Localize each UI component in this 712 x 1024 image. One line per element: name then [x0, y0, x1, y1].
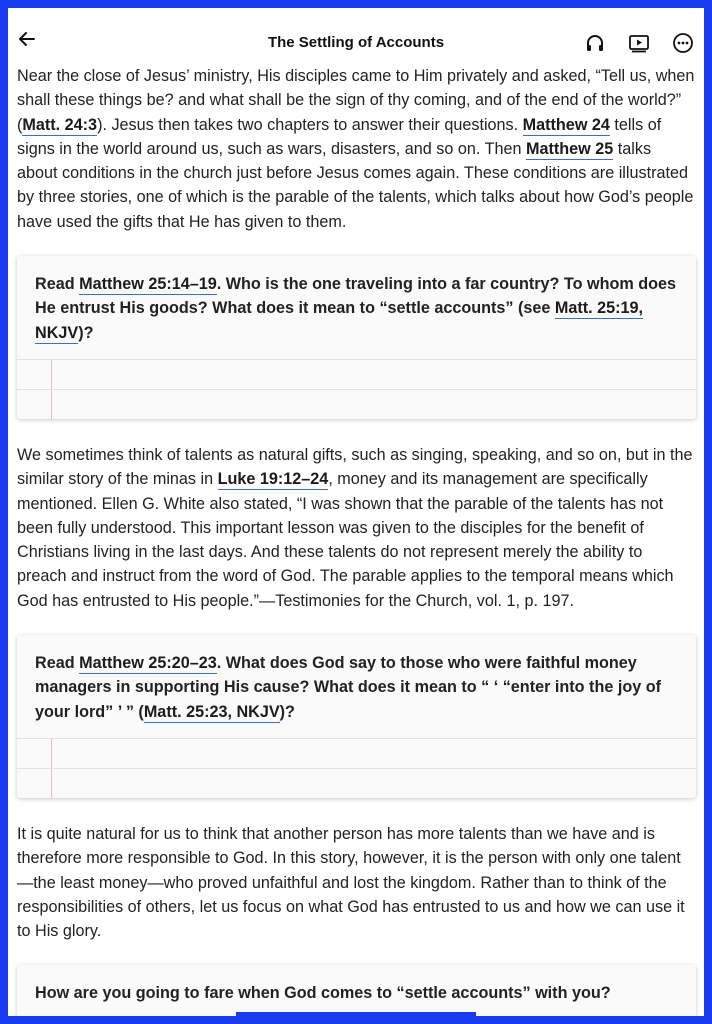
scripture-link[interactable]: Matt. 25:19, NKJV: [35, 299, 644, 342]
answer-line: [17, 738, 696, 768]
paragraph-talents: We sometimes think of talents as natural gifts, such as singing, speaking, and so on, but in the similar story of the minas in Luke 19:12–24, money and its management are specifically mentioned. Ellen G. White also stated, “I was shown that the parable of the talents has not been fully understood. This important lesson was given to the disciples for the benefit of Christians living in the last days. And these talents do not represent merely the ability to preach and instruct from the word of God. The parable applies to the temporal means which God has entrusted to His people.”—Testimonies for the Church, vol. 1, p. 197.: [17, 445, 693, 610]
scripture-link[interactable]: Luke 19:12–24: [217, 470, 329, 489]
scripture-link[interactable]: Matthew 25: [525, 139, 614, 158]
question-card-2: [17, 635, 696, 798]
answer-line: [17, 359, 696, 389]
scripture-link[interactable]: Matthew 25:20–23: [79, 654, 217, 673]
video-play-icon[interactable]: [628, 32, 650, 54]
question-text: Read Matthew 25:20–23. What does God say to those who were faithful money managers in supporting His cause? What does it mean to “ ‘ “enter into the joy of your lord” ’ ” (Matt. 25:23, NKJV)?: [35, 654, 661, 721]
answer-input[interactable]: [17, 359, 696, 419]
scripture-link[interactable]: Matt. 25:23, NKJV: [143, 702, 280, 721]
top-bar: [8, 8, 704, 64]
question-text: How are you going to fare when God comes to “settle accounts” with you?: [35, 984, 611, 1003]
answer-line: [17, 389, 696, 419]
page-title: The Settling of Accounts: [267, 34, 445, 51]
more-options-icon[interactable]: [672, 32, 694, 54]
answer-line: [17, 768, 696, 798]
app-frame: [8, 8, 704, 1016]
toolbar-actions: [584, 32, 694, 54]
lesson-content: [8, 64, 704, 1016]
scripture-link[interactable]: Matthew 25:14–19: [79, 275, 217, 294]
bottom-indicator: [236, 1012, 476, 1016]
question-card-3: [17, 965, 696, 1016]
answer-input[interactable]: [17, 738, 696, 798]
paragraph-intro: Near the close of Jesus’ ministry, His disciples came to Him privately and asked, “Tell us, when shall these things be? and what shall be the sign of thy coming, and of the end of the world?” (Matt. 24:3). Jesus then takes two chapters to answer their questions. Matthew 24 tells of signs in the world around us, such as wars, disasters, and so on. Then Matthew 25 talks about conditions in the church just before Jesus comes again. These conditions are illustrated by three stories, one of which is the parable of the talents, which talks about how God’s people have used the gifts that He has given to them.: [17, 67, 695, 231]
paragraph-responsibility: It is quite natural for us to think that another person has more talents than we have and is therefore more responsible to God. In this story, however, it is the person with only one talent—the least money—who proved unfaithful and lost the kingdom. Rather than to think of the responsibilities of others, let us focus on what God has entrusted to us and how we can use it to His glory.: [17, 824, 685, 941]
scripture-link[interactable]: Matt. 24:3: [22, 115, 98, 134]
headphones-icon[interactable]: [584, 32, 606, 54]
question-card-1: [17, 256, 696, 419]
scripture-link[interactable]: Matthew 24: [522, 115, 610, 134]
question-text: Read Matthew 25:14–19. Who is the one traveling into a far country? To whom does He entrust His goods? What does it mean to “settle accounts” (see Matt. 25:19, NKJV)?: [35, 275, 677, 342]
